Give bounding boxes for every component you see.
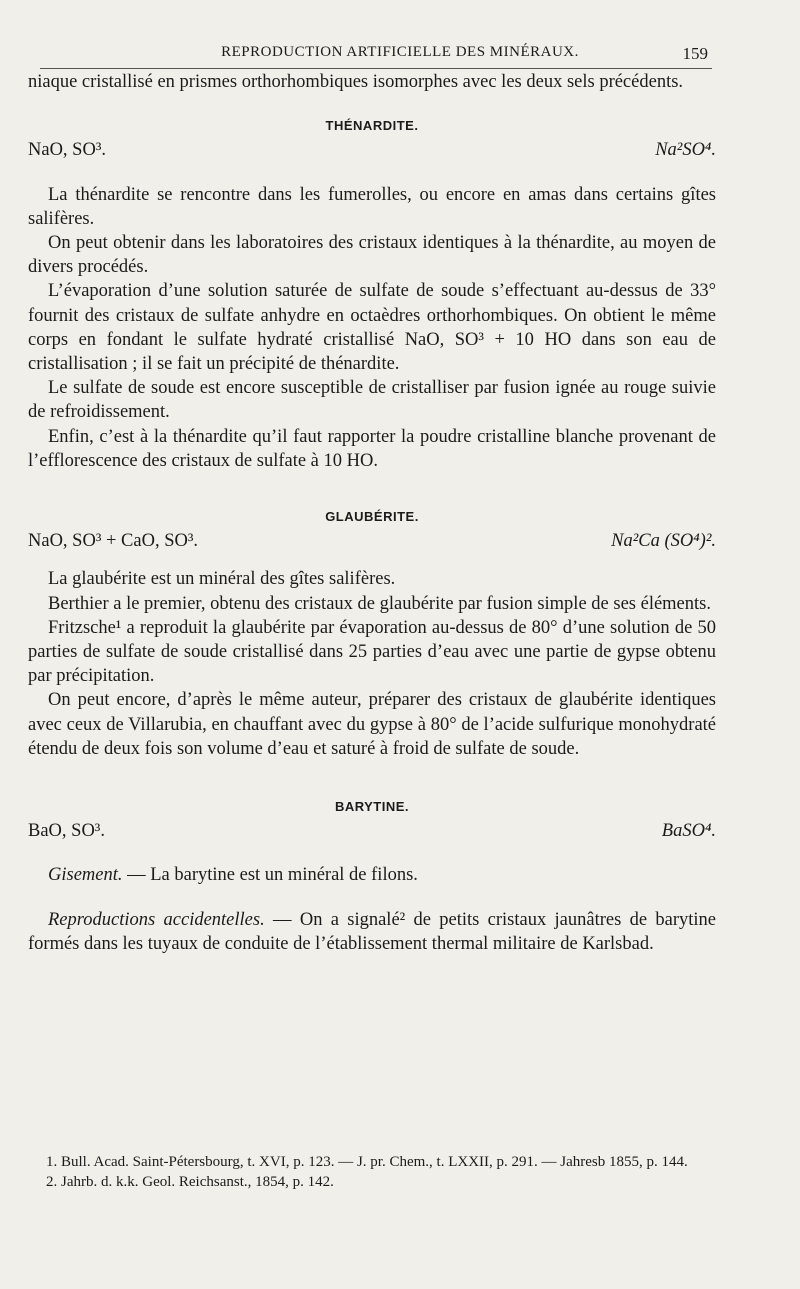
paragraph: Le sulfate de soude est encore susceptible de cristalliser par fusion ignée au rouge suivie de refroidissement.: [28, 378, 716, 423]
gisement-text: — La barytine est un minéral de filons.: [122, 865, 418, 886]
paragraph: Fritzsche¹ a reproduit la glaubérite par évaporation au-dessus de 80° d’une solution de 50 parties de sulfate de soude cristallisé dans 25 parties d’eau avec une partie de gypse obtenu par précipitation.: [28, 617, 716, 687]
paragraph: La glaubérite est un minéral des gîtes salifères.: [48, 569, 396, 590]
formula-left: NaO, SO³.: [28, 140, 107, 161]
gisement-label: Gisement.: [48, 865, 123, 886]
repro-text: — On a signalé² de petits cristaux jaunâtres de barytine formés dans les tuyaux de conduite de l’établissement thermal militaire de Karlsbad.: [28, 909, 716, 954]
paragraph-reproductions: [28, 908, 716, 956]
formula-right: BaSO⁴.: [661, 821, 716, 842]
paragraph: On peut encore, d’après le même auteur, préparer des cristaux de glaubérite identiques avec ceux de Villarubia, en chauffant avec du gypse à 80° de l’acide sulfurique monohydraté étendu de deux fois son volume d’eau et saturé à froid de sulfate de soude.: [28, 690, 716, 759]
paragraph: L’évaporation d’une solution saturée de sulfate de soude s’effectuant au-dessus de 33° fournit des cristaux de sulfate anhydre en octaèdres orthorhombiques. On obtient le même corps en fondant le sulfate hydraté cristallisé NaO, SO³ + 10 HO dans son eau de cristallisation ; il se fait un précipité de thénardite.: [28, 281, 716, 375]
formula-thenardite: [28, 138, 716, 162]
paragraph: Enfin, c’est à la thénardite qu’il faut rapporter la poudre cristalline blanche provenant de l’efflorescence des cristaux de sulfate à 10 HO.: [28, 426, 716, 471]
paragraph: Berthier a le premier, obtenu des cristaux de glaubérite par fusion simple de ses éléments.: [48, 593, 711, 614]
formula-glauberite: [28, 529, 716, 553]
paragraph: La thénardite se rencontre dans les fumerolles, ou encore en amas dans certains gîtes salifères.: [28, 184, 716, 229]
header-rule: [40, 68, 712, 69]
page-number: 159: [682, 44, 708, 63]
footnote: 1. Bull. Acad. Saint-Pétersbourg, t. XVI, p. 123. — J. pr. Chem., t. LXXII, p. 291. — Jahresb 1855, p. 144.: [46, 1154, 688, 1170]
formula-left: NaO, SO³ + CaO, SO³.: [28, 531, 199, 552]
footnotes: [28, 1152, 716, 1192]
paragraph-gisement: [28, 863, 716, 887]
section-title-thenardite: THÉNARDITE.: [325, 118, 419, 134]
footnote: 2. Jahrb. d. k.k. Geol. Reichsanst., 1854, p. 142.: [46, 1174, 334, 1190]
page-body: [28, 70, 716, 956]
running-title: REPRODUCTION ARTIFICIELLE DES MINÉRAUX.: [221, 44, 579, 60]
paragraph: On peut obtenir dans les laboratoires des cristaux identiques à la thénardite, au moyen de divers procédés.: [28, 233, 716, 278]
formula-barytine: [28, 819, 716, 843]
intro-paragraph: niaque cristallisé en prismes orthorhombiques isomorphes avec les deux sels précédents.: [28, 72, 684, 92]
section-title-barytine: BARYTINE.: [334, 799, 410, 815]
repro-label: Reproductions accidentelles.: [48, 909, 265, 930]
page-header: [0, 44, 800, 72]
formula-right: Na²SO⁴.: [655, 140, 716, 161]
formula-right: Na²Ca (SO⁴)².: [611, 531, 716, 552]
section-title-glauberite: GLAUBÉRITE.: [325, 509, 419, 525]
formula-left: BaO, SO³.: [28, 821, 105, 842]
